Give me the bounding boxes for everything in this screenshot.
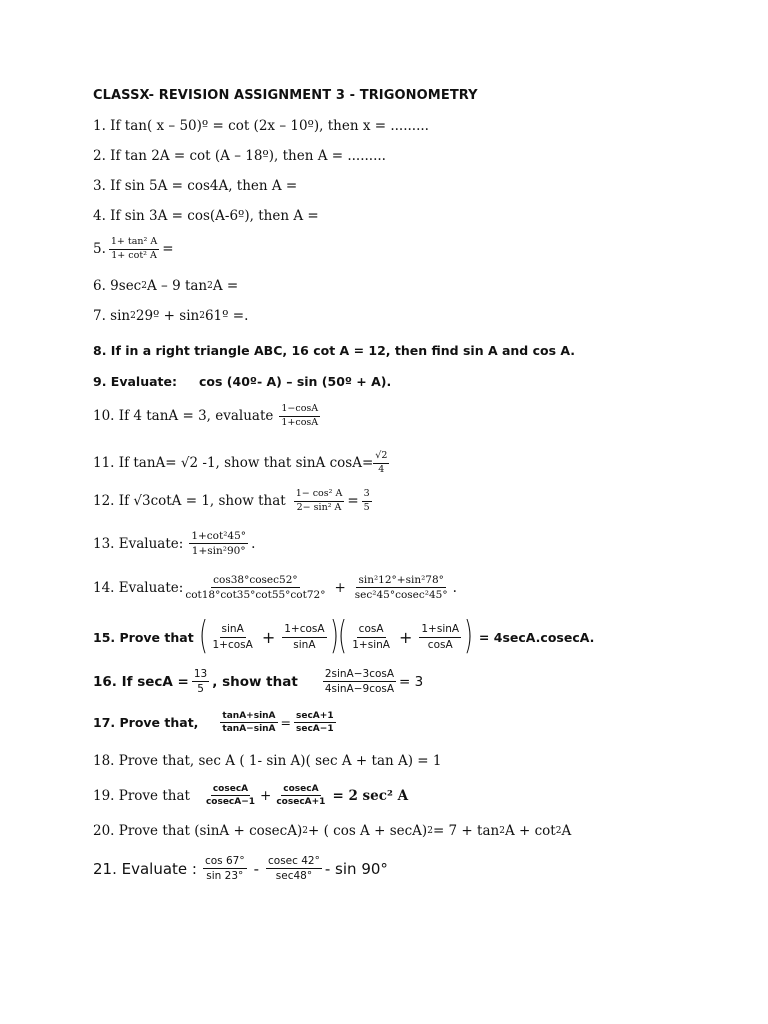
q20-part-c: = 7 + tan	[432, 823, 500, 839]
q7-sup-2: 2	[199, 311, 205, 321]
q16-numerator-1: 13	[192, 668, 209, 682]
q20-sup-4: 2	[555, 826, 562, 836]
q21-minus: -	[253, 859, 260, 878]
q17-denominator-2: secA−1	[296, 724, 334, 735]
q14-numerator-1: cos38°cosec52°	[211, 574, 300, 588]
q21-tail: - sin 90°	[324, 859, 388, 878]
q16-tail: = 3	[399, 673, 424, 690]
q16-numerator-2: 2sinA−3cosA	[323, 668, 396, 682]
q19-plus: +	[260, 787, 272, 804]
q13-numerator: 1+cot²45°	[189, 530, 248, 544]
question-20	[93, 823, 571, 839]
q6-part-a: 6. 9sec	[93, 278, 142, 294]
q11-numerator: √2	[373, 451, 389, 464]
q14-numerator-2: sin²12°+sin²78°	[356, 574, 445, 588]
q15-c-numerator: cosA	[357, 623, 386, 637]
q21-denominator-2: sec48°	[275, 870, 313, 883]
q19-fraction-1	[204, 784, 257, 808]
q15-fraction-b	[282, 623, 326, 650]
q14-plus: +	[334, 579, 346, 596]
question-1: 1. If tan( x – 50)º = cot (2x – 10º), then x = .........	[93, 118, 429, 134]
q7-sup-1: 2	[130, 311, 136, 321]
q15-b-denominator: sinA	[293, 638, 316, 651]
q12-denominator: 2− sin² A	[296, 501, 342, 513]
q10-fraction	[279, 404, 320, 429]
q15-d-numerator: 1+sinA	[419, 623, 461, 637]
q12-equals: =	[347, 493, 359, 510]
q17-numerator-2: secA+1	[294, 711, 336, 723]
q13-period: .	[251, 535, 256, 552]
q11-denominator: 4	[378, 463, 385, 475]
question-8: 8. If in a right triangle ABC, 16 cot A = 12, then find sin A and cos A.	[93, 343, 576, 358]
q15-close-paren-1: )	[329, 613, 339, 657]
q7-part-a: 7. sin	[93, 308, 131, 324]
q9-expression: cos (40º- A) – sin (50º + A).	[199, 374, 392, 389]
q20-part-d: A + cot	[504, 823, 556, 839]
q11-fraction	[373, 451, 389, 476]
q16-fraction-1	[192, 668, 209, 695]
q5-denominator: 1+ cot² A	[111, 249, 157, 261]
q15-a-denominator: 1+cosA	[212, 638, 253, 651]
q15-c-denominator: 1+sinA	[352, 638, 390, 651]
q17-fraction-2	[294, 711, 336, 735]
question-9	[93, 374, 391, 389]
q13-fraction	[189, 530, 248, 557]
q15-text: 15. Prove that	[93, 629, 194, 645]
q6-part-b: A – 9 tan	[146, 278, 208, 294]
q21-numerator-1: cos 67°	[203, 855, 247, 869]
q19-numerator-1: cosecA	[211, 784, 250, 796]
q19-numerator-2: cosecA	[281, 784, 320, 796]
q15-b-numerator: 1+cosA	[282, 623, 326, 637]
q21-fraction-2	[266, 855, 322, 882]
q17-fraction-1	[220, 711, 277, 735]
q12-result-denominator: 5	[363, 501, 370, 513]
question-4: 4. If sin 3A = cos(A-6º), then A =	[93, 208, 319, 224]
q16-fraction-2	[323, 668, 396, 695]
q12-numerator: 1− cos² A	[294, 489, 345, 502]
q6-sup-1: 2	[141, 281, 147, 291]
q19-denominator-1: cosecA−1	[205, 797, 256, 808]
q6-part-c: A =	[212, 278, 239, 294]
q17-equals: =	[280, 715, 292, 731]
q10-numerator: 1−cosA	[279, 404, 320, 417]
q21-denominator-1: sin 23°	[206, 870, 244, 883]
question-19	[93, 784, 408, 808]
question-10	[93, 404, 323, 429]
q10-text: 10. If 4 tanA = 3, evaluate	[93, 408, 274, 425]
q9-label: 9. Evaluate:	[93, 374, 177, 389]
page-title: CLASSX- REVISION ASSIGNMENT 3 - TRIGONOMETRY	[93, 88, 478, 103]
question-15	[93, 613, 595, 657]
q16-text: 16. If secA =	[93, 673, 189, 690]
q15-plus-1: +	[261, 627, 276, 647]
q17-denominator-1: tanA−sinA	[222, 724, 276, 735]
q19-text: 19. Prove that	[93, 787, 190, 804]
question-3: 3. If sin 5A = cos4A, then A =	[93, 178, 298, 194]
q19-tail: = 2 sec² A	[332, 787, 409, 804]
question-16	[93, 668, 423, 695]
q13-text: 13. Evaluate:	[93, 535, 184, 552]
question-18: 18. Prove that, sec A ( 1- sin A)( sec A + tan A) = 1	[93, 753, 442, 769]
question-2: 2. If tan 2A = cot (A – 18º), then A = .........	[93, 148, 386, 164]
q21-fraction-1	[203, 855, 247, 882]
q16-denominator-2: 4sinA−9cosA	[324, 683, 395, 696]
q17-numerator-1: tanA+sinA	[220, 711, 277, 723]
q5-numerator: 1+ tan² A	[109, 237, 159, 250]
q12-text: 12. If √3cotA = 1, show that	[93, 493, 286, 510]
q20-part-e: A	[561, 823, 572, 839]
q15-plus-2: +	[398, 627, 413, 647]
q14-fraction-2	[353, 574, 450, 601]
q21-numerator-2: cosec 42°	[266, 855, 322, 869]
question-7	[93, 308, 248, 324]
q15-open-paren-1: (	[198, 613, 208, 657]
q12-fraction-left	[294, 489, 345, 514]
question-6	[93, 278, 238, 294]
q16-show-that: , show that	[212, 673, 298, 690]
q14-period: .	[452, 579, 457, 596]
q20-sup-3: 2	[499, 826, 505, 836]
q15-open-paren-2: (	[338, 613, 348, 657]
q10-denominator: 1+cosA	[281, 416, 319, 428]
question-5	[93, 237, 174, 262]
question-17	[93, 711, 339, 735]
q15-d-denominator: cosA	[427, 638, 453, 651]
q20-sup-2: 2	[427, 826, 433, 836]
q20-part-a: 20. Prove that (sinA + cosecA)	[93, 823, 303, 839]
q15-fraction-c	[350, 623, 392, 650]
q15-a-numerator: sinA	[220, 623, 246, 637]
q6-sup-2: 2	[207, 281, 213, 291]
q12-result-numerator: 3	[362, 489, 372, 502]
q15-fraction-a	[211, 623, 255, 650]
q17-text: 17. Prove that,	[93, 715, 199, 731]
q14-denominator-2: sec²45°cosec²45°	[354, 589, 448, 602]
q14-text: 14. Evaluate:	[93, 579, 184, 596]
question-14	[93, 574, 457, 601]
q19-denominator-2: cosecA+1	[276, 797, 326, 808]
q14-fraction-1	[183, 574, 327, 601]
q11-text: 11. If tanA= √2 -1, show that sinA cosA=	[93, 455, 374, 472]
question-21	[93, 855, 388, 882]
q5-fraction	[109, 237, 159, 262]
q12-fraction-right	[362, 489, 372, 514]
q15-fraction-d	[419, 623, 461, 650]
q14-denominator-1: cot18°cot35°cot55°cot72°	[185, 589, 326, 602]
q16-denominator-1: 5	[197, 683, 204, 696]
q21-text: 21. Evaluate :	[93, 859, 197, 878]
q20-sup-1: 2	[302, 826, 308, 836]
q5-equals: =	[162, 241, 174, 258]
q13-denominator: 1+sin²90°	[191, 545, 246, 558]
q5-label: 5.	[93, 241, 106, 258]
question-11	[93, 451, 392, 476]
q7-part-c: 61º =.	[204, 308, 249, 324]
q7-part-b: 29º + sin	[135, 308, 200, 324]
q19-fraction-2	[274, 784, 327, 808]
q15-tail: = 4secA.cosecA.	[478, 629, 595, 645]
question-13	[93, 530, 255, 557]
question-12	[93, 489, 375, 514]
q20-part-b: + ( cos A + secA)	[307, 823, 428, 839]
q15-close-paren-2: )	[464, 613, 473, 657]
